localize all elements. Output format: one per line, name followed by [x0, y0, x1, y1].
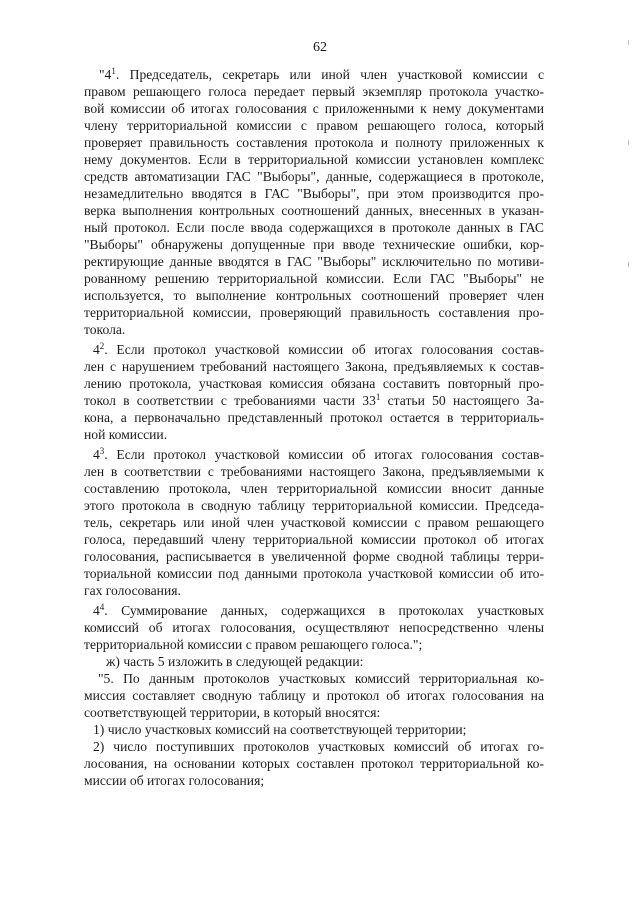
- text-run: ж) часть 5 изложить в следующей редакции:: [106, 654, 364, 669]
- text-run: составлению протокола, член территориальной комиссии вносит данные: [84, 481, 544, 496]
- text-run: 4: [93, 447, 100, 462]
- text-line: [84, 531, 544, 548]
- text-run: комиссий об итогах голосования, осуществляют непосредственно члены: [84, 620, 544, 635]
- text-line: [84, 185, 544, 202]
- text-line: [84, 565, 544, 582]
- text-run: лению протокола, участковая комиссия обязана составить повторный про-: [84, 376, 544, 391]
- text-run: миссия составляет сводную таблицу и протокол об итогах голосования на: [84, 688, 544, 703]
- text-line: [84, 738, 544, 755]
- text-run: "Выборы" обнаружены допущенные при вводе технические ошибки, кор-: [84, 237, 544, 252]
- text-run: соответствующей территории, в который вносятся:: [84, 705, 381, 720]
- text-run: лен в соответствии с требованиями настоящего Закона, предъявляемыми к: [84, 464, 544, 479]
- paragraph: [84, 721, 544, 738]
- text-line: [84, 602, 544, 619]
- text-line: [84, 358, 544, 375]
- text-line: [84, 721, 544, 738]
- text-line: [84, 704, 544, 721]
- text-line: [84, 687, 544, 704]
- text-run: статьи 50 настоящего За-: [380, 393, 544, 408]
- text-run: . Председатель, секретарь или иной член участковой комиссии с: [115, 67, 544, 82]
- text-run: вой комиссии об итогах голосования с приложенными к нему документами: [84, 101, 544, 116]
- paragraph: [84, 446, 544, 599]
- text-line: [84, 287, 544, 304]
- text-line: [84, 409, 544, 426]
- text-line: [84, 100, 544, 117]
- text-line: [84, 463, 544, 480]
- text-line: [84, 202, 544, 219]
- text-run: гах голосования.: [84, 583, 181, 598]
- text-run: рованному решению территориальной комиссии. Если ГАС "Выборы" не: [84, 271, 544, 286]
- text-run: "5. По данным протоколов участковых комиссий территориальная ко-: [98, 671, 544, 686]
- text-line: [84, 66, 544, 83]
- text-run: кона, а первоначально представленный протокол остается в территориаль-: [84, 410, 544, 425]
- text-line: [84, 772, 544, 789]
- text-run: миссии об итогах голосования;: [84, 773, 265, 788]
- text-run: ной комиссии.: [84, 427, 168, 442]
- text-run: средств автоматизации ГАС "Выборы", данные, содержащиеся в протоколе,: [84, 169, 544, 184]
- paragraph: [84, 341, 544, 443]
- scan-edge-mark: [628, 262, 629, 267]
- text-line: [84, 480, 544, 497]
- text-run: голосования, расписывается в увеличенной форме сводной таблицы терри-: [84, 549, 544, 564]
- text-run: . Если протокол участковой комиссии об итогах голосования состав-: [104, 342, 544, 357]
- superscript: 2: [99, 341, 105, 351]
- superscript: 1: [111, 66, 116, 76]
- text-line: [84, 151, 544, 168]
- text-line: [84, 253, 544, 270]
- text-run: . Суммирование данных, содержащихся в протоколах участковых: [104, 603, 544, 618]
- text-line: [84, 219, 544, 236]
- text-run: ториальной комиссии под данными протокола участковой комиссии об ито-: [84, 566, 544, 581]
- text-run: 2) число поступивших протоколов участковых комиссий об итогах го-: [93, 739, 544, 754]
- text-line: [84, 270, 544, 287]
- text-run: территориальной комиссии с правом решающего голоса.";: [84, 637, 423, 652]
- text-run: ректирующие данные вводятся в ГАС "Выборы" исключительно по мотиви-: [84, 254, 544, 269]
- text-run: этого протокола в сводную таблицу территориальной комиссии. Председа-: [84, 498, 544, 513]
- text-line: [84, 426, 544, 443]
- text-run: лен с нарушением требований настоящего Закона, предъявляемых к состав-: [84, 359, 544, 374]
- text-line: [84, 619, 544, 636]
- paragraph: [84, 66, 544, 338]
- text-run: члену территориальной комиссии с правом решающего голоса, который: [84, 118, 544, 133]
- text-run: . Если протокол участковой комиссии об итогах голосования состав-: [104, 447, 544, 462]
- text-line: [84, 636, 544, 653]
- text-line: [84, 304, 544, 321]
- text-line: [84, 653, 544, 670]
- text-run: используется, то выполнение контрольных соотношений проверяет член: [84, 288, 544, 303]
- paragraph: [84, 738, 544, 789]
- text-run: территориальной комиссии, проверяющий правильность составления про-: [84, 305, 544, 320]
- text-run: незамедлительно вводятся в ГАС "Выборы", при этом производится про-: [84, 186, 544, 201]
- text-run: 4: [93, 603, 100, 618]
- text-line: [84, 446, 544, 463]
- scan-edge-mark: [628, 140, 629, 145]
- superscript: 4: [99, 602, 105, 612]
- text-line: [84, 341, 544, 358]
- text-run: 4: [93, 342, 100, 357]
- text-line: [84, 117, 544, 134]
- text-line: [84, 392, 544, 409]
- scan-edge-mark: [628, 40, 629, 45]
- text-line: [84, 497, 544, 514]
- text-line: [84, 168, 544, 185]
- text-run: верка выполнения контрольных соотношений данных, внесенных в указан-: [84, 203, 544, 218]
- text-line: [84, 582, 544, 599]
- text-line: [84, 670, 544, 687]
- text-run: тель, секретарь или иной член участковой комиссии с правом решающего: [84, 515, 544, 530]
- text-line: [84, 134, 544, 151]
- text-run: "4: [99, 67, 112, 82]
- document-body: [84, 66, 544, 789]
- text-line: [84, 236, 544, 253]
- text-run: лосования, на основании которых составлен протокол территориальной ко-: [84, 756, 544, 771]
- text-line: [84, 321, 544, 338]
- text-run: ный протокол. Если после ввода содержащихся в протоколе данных в ГАС: [84, 220, 544, 235]
- superscript: 1: [375, 392, 381, 402]
- text-line: [84, 375, 544, 392]
- superscript: 3: [99, 446, 105, 456]
- text-run: токол в соответствии с требованиями части 33: [84, 393, 376, 408]
- text-run: нему документов. Если в территориальной комиссии установлен комплекс: [84, 152, 544, 167]
- text-line: [84, 755, 544, 772]
- text-run: правом решающего голоса передает первый экземпляр протокола участко-: [84, 84, 544, 99]
- text-line: [84, 83, 544, 100]
- paragraph: [84, 602, 544, 653]
- text-line: [84, 514, 544, 531]
- text-run: токола.: [84, 322, 126, 337]
- paragraph: [84, 670, 544, 721]
- text-line: [84, 548, 544, 565]
- page-number: 62: [313, 40, 327, 55]
- text-run: проверяет правильность составления протокола и полноту приложенных к: [84, 135, 544, 150]
- text-run: голоса, передавший члену территориальной комиссии протокол об итогах: [84, 532, 544, 547]
- text-run: 1) число участковых комиссий на соответствующей территории;: [93, 722, 467, 737]
- paragraph: [84, 653, 544, 670]
